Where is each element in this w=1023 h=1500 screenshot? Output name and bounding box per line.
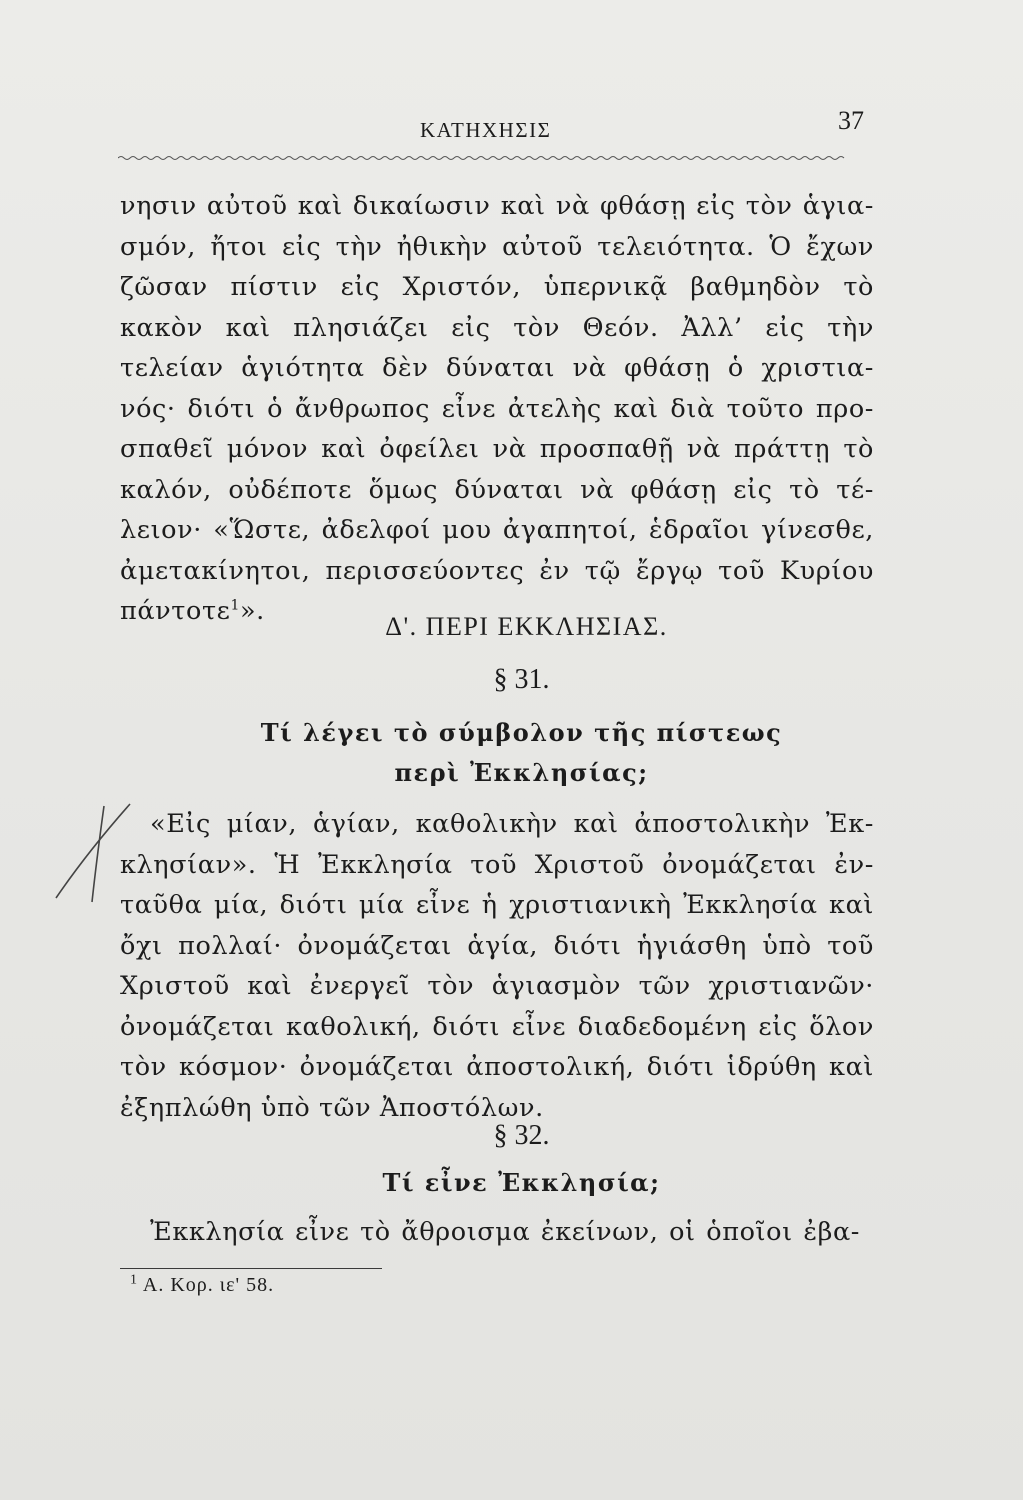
footnote-number: 1: [130, 1272, 138, 1288]
text-line: τὸν κόσμον· ὀνομάζεται ἀποστολική, διότι ἱδρύθη καὶ: [120, 1052, 874, 1082]
paragraph-section-31: [120, 804, 874, 1128]
footnote-reference: 1: [230, 597, 240, 614]
section-32-mark: § 32.: [493, 1120, 550, 1151]
section-31-mark: § 31.: [493, 664, 550, 695]
footnote-rule: [120, 1268, 382, 1269]
text-line: ζῶσαν πίστιν εἰς Χριστόν, ὑπερνικᾷ βαθμηδὸν τὸ: [120, 272, 874, 302]
chapter-heading: Δ'. ΠΕΡΙ ΕΚΚΛΗΣΙΑΣ.: [385, 612, 668, 641]
header-wavy-rule: [118, 154, 874, 162]
text-line: νησιν αὐτοῦ καὶ δικαίωσιν καὶ νὰ φθάσῃ εἰς τὸν ἁγια-: [120, 191, 874, 221]
section-31-question-line-1: Τί λέγει τὸ σύμβολον τῆς πίστεως: [260, 718, 783, 747]
text-line: ὄχι πολλαί· ὀνομάζεται ἁγία, διότι ἡγιάσθη ὑπὸ τοῦ: [120, 930, 874, 961]
last-line-text: πάντοτε: [120, 596, 231, 626]
section-31-question-line-2: περὶ Ἐκκλησίας;: [394, 758, 649, 787]
text-line: Χριστοῦ καὶ ἐνεργεῖ τὸν ἁγιασμὸν τῶν χριστιανῶν·: [120, 971, 874, 1001]
paragraph-section-32: [120, 1212, 860, 1253]
text-line: κλησίαν». Ἡ Ἐκκλησία τοῦ Χριστοῦ ὀνομάζεται ἐν-: [120, 849, 874, 880]
text-line: ὀνομάζεται καθολική, διότι εἶνε διαδεδομένη εἰς ὅλον: [120, 1011, 874, 1042]
footnote: [130, 1274, 274, 1297]
text-line: ἀμετακίνητοι, περισσεύοντες ἐν τῷ ἔργῳ τοῦ Κυρίου: [120, 555, 874, 586]
text-line-last: ἐξηπλώθη ὑπὸ τῶν Ἀποστόλων.: [120, 1092, 544, 1123]
running-head: [0, 106, 1023, 148]
text-line: λειον· «Ὥστε, ἀδελφοί μου ἀγαπητοί, ἑδραῖοι γίνεσθε,: [120, 515, 874, 545]
text-line: ταῦθα μία, διότι μία εἶνε ἡ χριστιανικὴ Ἐκκλησία καὶ: [120, 890, 874, 920]
text-line: «Εἰς μίαν, ἁγίαν, καθολικὴν καὶ ἀποστολικὴν Ἐκ-: [150, 809, 874, 839]
text-line: Ἐκκλησία εἶνε τὸ ἄθροισμα ἐκείνων, οἱ ὁποῖοι ἐβα-: [150, 1217, 860, 1247]
section-32-question: Τί εἶνε Ἐκκλησία;: [382, 1168, 661, 1197]
page-number: 37: [838, 106, 864, 135]
text-line: κακὸν καὶ πλησιάζει εἰς τὸν Θεόν. Ἀλλ’ εἰς τὴν: [120, 312, 874, 343]
text-line: νός· διότι ὁ ἄνθρωπος εἶνε ἀτελὴς καὶ διὰ τοῦτο προ-: [120, 393, 874, 424]
last-line-end: ».: [239, 596, 265, 626]
text-line: σπαθεῖ μόνον καὶ ὀφείλει νὰ προσπαθῇ νὰ πράττῃ τὸ: [120, 434, 874, 464]
text-line: τελείαν ἁγιότητα δὲν δύναται νὰ φθάσῃ ὁ χριστια-: [120, 353, 874, 383]
paragraph-continuation: [120, 186, 874, 632]
text-line: σμόν, ἤτοι εἰς τὴν ἠθικὴν αὐτοῦ τελειότητα. Ὁ ἔχων: [120, 231, 874, 262]
text-line: καλόν, οὐδέποτε ὅμως δύναται νὰ φθάσῃ εἰς τὸ τέ-: [120, 474, 874, 505]
running-title: ΚΑΤΗΧΗΣΙΣ: [420, 118, 552, 142]
footnote-text: Α. Κορ. ιε' 58.: [142, 1274, 275, 1296]
